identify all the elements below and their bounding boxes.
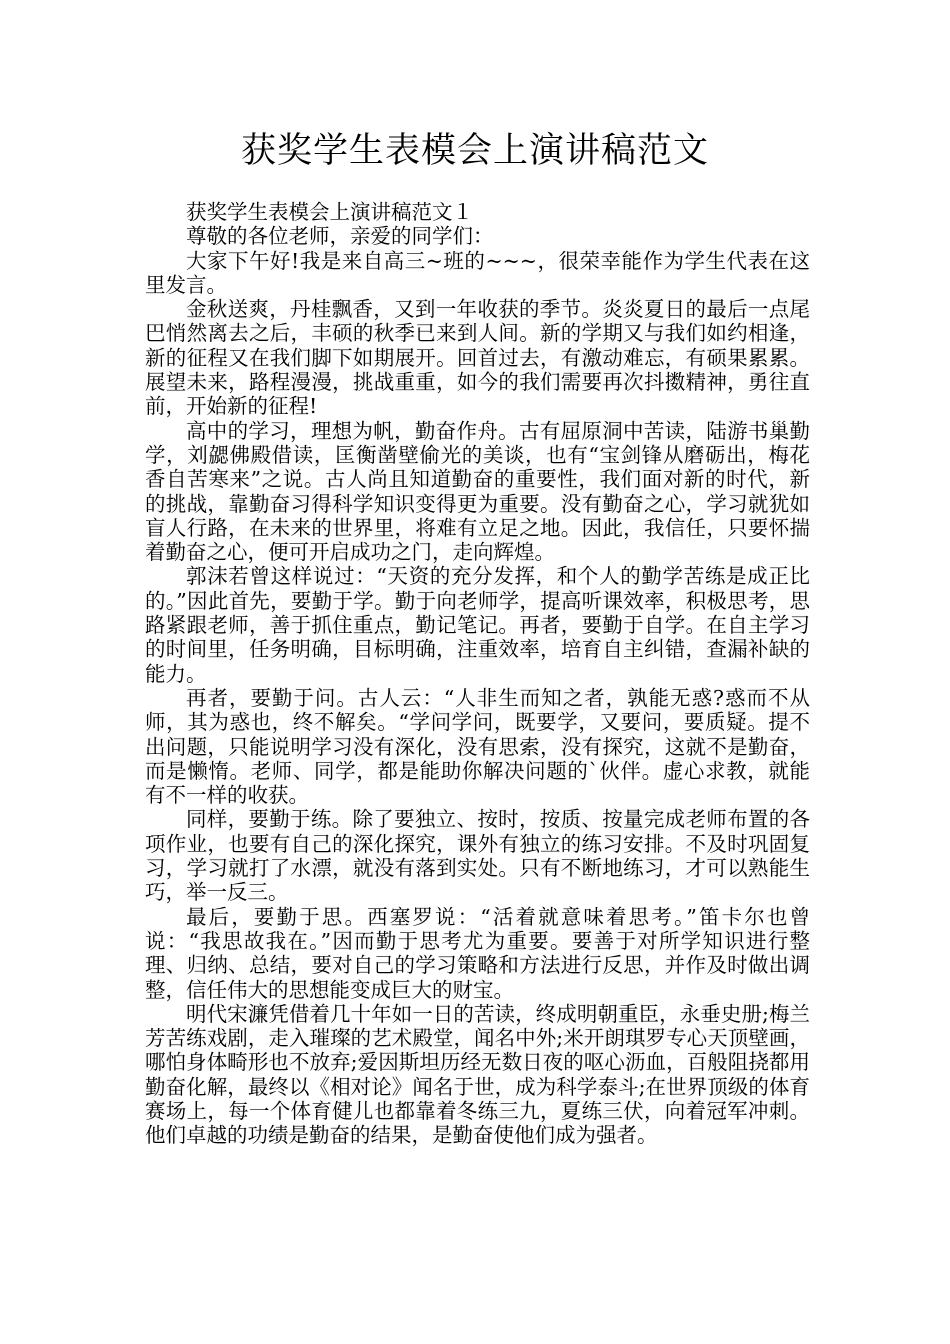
body-paragraph: 大家下午好!我是来自高三~班的~~~，很荣幸能作为学生代表在这里发言。: [145, 248, 810, 297]
body-paragraph: 同样，要勤于练。除了要独立、按时，按质、按量完成老师布置的各项作业，也要有自己的深化探究，课外有独立的练习安排。不及时巩固复习，学习就打了水漂，就没有落到实处。只有不断地练习，才可以熟能生巧，举一反三。: [145, 807, 810, 905]
body-paragraph: 金秋送爽，丹桂飘香，又到一年收获的季节。炎炎夏日的最后一点尾巴悄然离去之后，丰硕的秋季已来到人间。新的学期又与我们如约相逢，新的征程又在我们脚下如期展开。回首过去，有激动难忘，有硕果累累。展望未来，路程漫漫，挑战重重，如今的我们需要再次抖擞精神，勇往直前，开始新的征程!: [145, 297, 810, 419]
body-paragraph: 最后，要勤于思。西塞罗说：“活着就意味着思考。”笛卡尔也曾说：“我思故我在。”因而勤于思考尤为重要。要善于对所学知识进行整理、归纳、总结，要对自己的学习策略和方法进行反思，并作及时做出调整，信任伟大的思想能变成巨大的财宝。: [145, 904, 810, 1002]
body-paragraph: 高中的学习，理想为帆，勤奋作舟。古有屈原洞中苦读，陆游书巢勤学，刘勰佛殿借读，匡衡凿壁偷光的美谈，也有“宝剑锋从磨砺出，梅花香自苦寒来”之说。古人尚且知道勤奋的重要性，我们面对新的时代，新的挑战，靠勤奋习得科学知识变得更为重要。没有勤奋之心，学习就犹如盲人行路，在未来的世界里，将难有立足之地。因此，我信任，只要怀揣着勤奋之心，便可开启成功之门，走向辉煌。: [145, 418, 810, 565]
document-title: 获奖学生表模会上演讲稿范文: [240, 131, 709, 171]
body-paragraph: 郭沫若曾这样说过：“天资的充分发挥，和个人的勤学苦练是成正比的。”因此首先，要勤于学。勤于向老师学，提高听课效率，积极思考，思路紧跟老师，善于抓住重点，勤记笔记。再者，要勤于自学。在自主学习的时间里，任务明确，目标明确，注重效率，培育自主纠错，查漏补缺的能力。: [145, 564, 810, 686]
body-paragraph: 再者，要勤于问。古人云：“人非生而知之者，孰能无惑?惑而不从师，其为惑也，终不解矣。“学问学问，既要学，又要问，要质疑。提不出问题，只能说明学习没有深化，没有思索，没有探究，这就不是勤奋，而是懒惰。老师、同学，都是能助你解决问题的`伙伴。虚心求教，就能有不一样的收获。: [145, 685, 810, 808]
salutation-paragraph: 尊敬的各位老师，亲爱的同学们：: [186, 224, 494, 249]
body-paragraph: 明代宋濂凭借着几十年如一日的苦读，终成明朝重臣，永垂史册;梅兰芳苦练戏剧，走入璀璨的艺术殿堂，闻名中外;米开朗琪罗专心天顶壁画，哪怕身体畸形也不放弃;爱因斯坦历经无数日夜的呕心沥血，百般阻挠都用勤奋化解，最终以《相对论》闻名于世，成为科学泰斗;在世界顶级的体育赛场上，每一个体育健儿也都靠着冬练三九，夏练三伏，向着冠军冲刺。他们卓越的功绩是勤奋的结果，是勤奋使他们成为强者。: [145, 1001, 810, 1148]
document-body: [145, 200, 810, 1148]
subtitle-paragraph: 获奖学生表模会上演讲稿范文１: [186, 200, 473, 224]
